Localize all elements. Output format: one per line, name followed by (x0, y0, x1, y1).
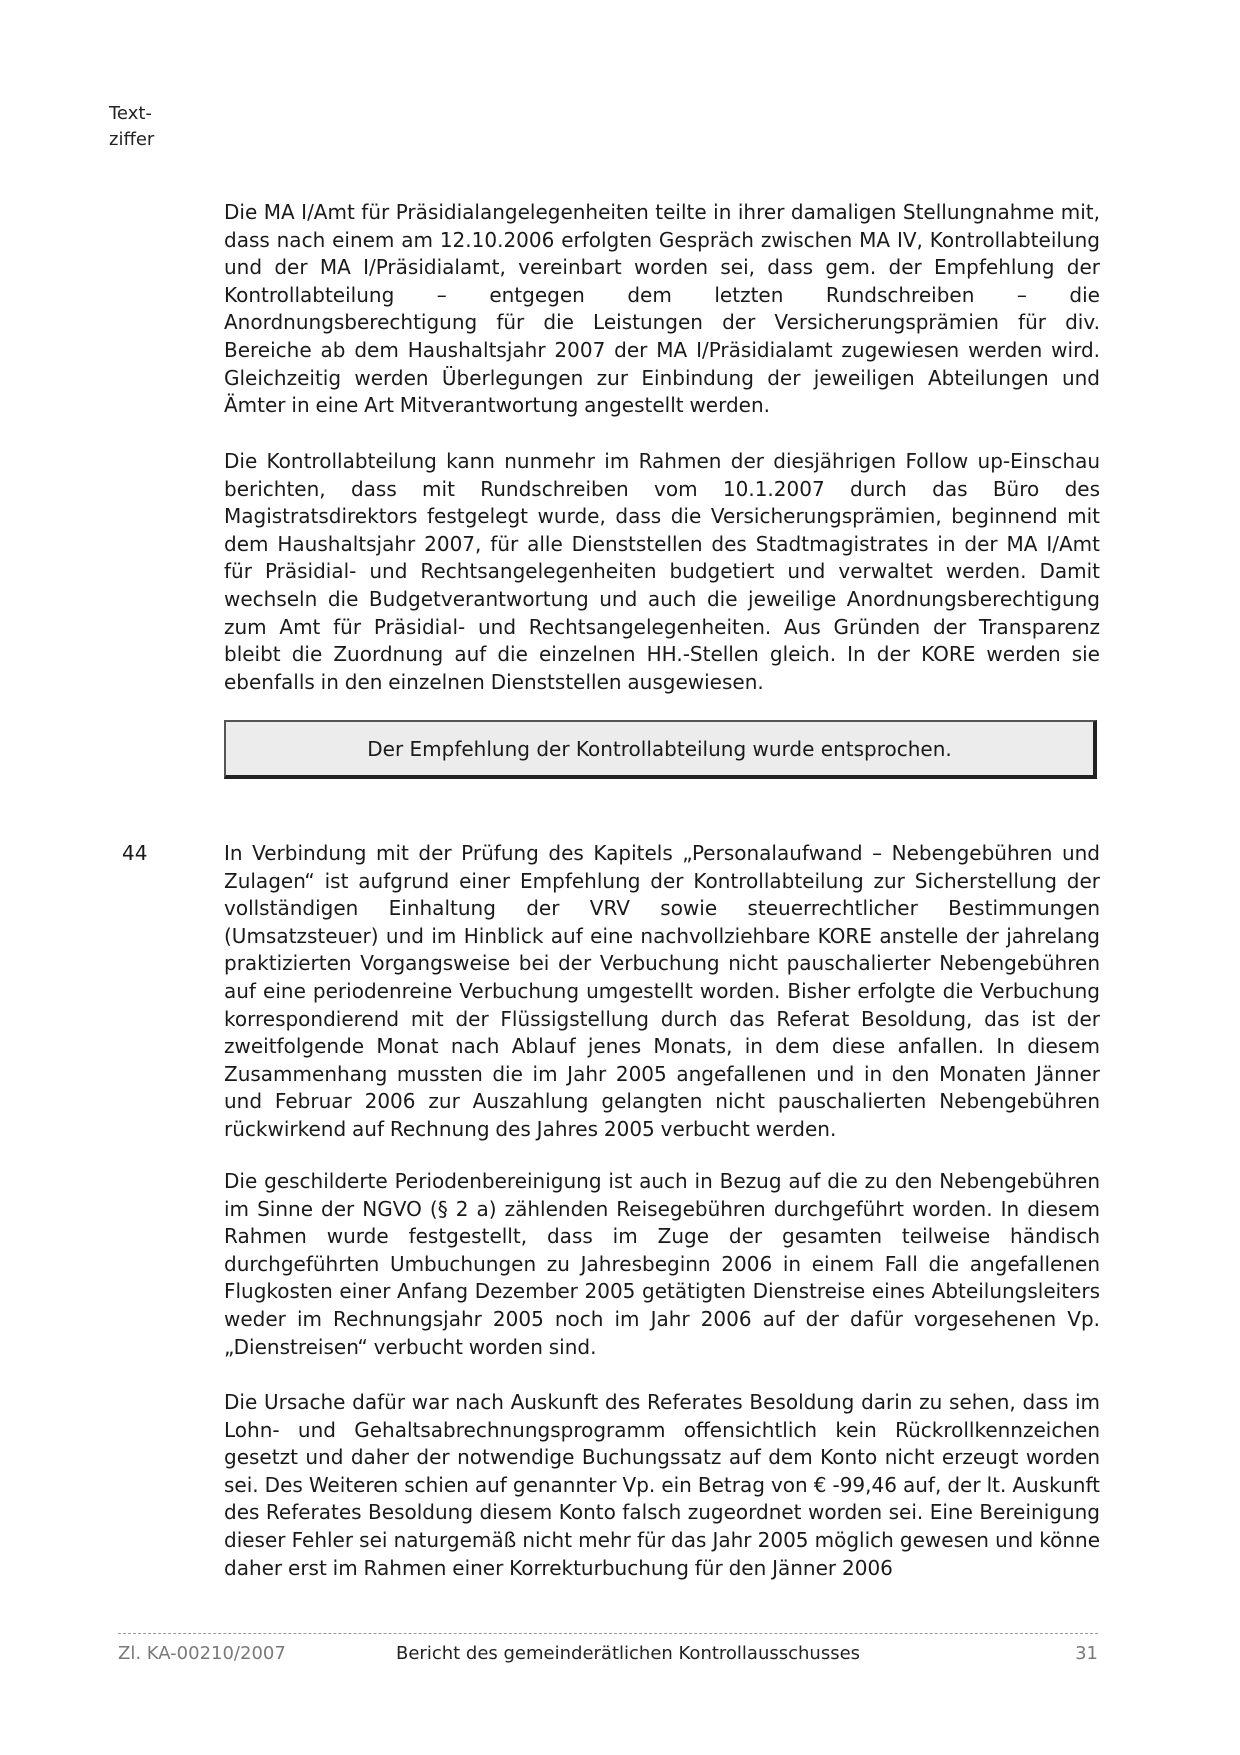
margin-label-line2: ziffer (109, 129, 155, 150)
footer-title: Bericht des gemeinderätlichen Kontrollausschusses (396, 1643, 861, 1664)
footer-divider (118, 1633, 1098, 1634)
margin-label-line1: Text- (109, 103, 152, 124)
recommendation-text: Der Empfehlung der Kontrollabteilung wurde entsprochen. (367, 736, 952, 761)
paragraph-periodenbereinigung: Die geschilderte Periodenbereinigung ist auch in Bezug auf die zu den Nebengebühren im Sinne der NGVO (§ 2 a) zählenden Reisegebühren durchgeführt worden. In diesem Rahmen wurde festgestellt, dass im Zuge der gesamten teilweise händisch durchgeführten Umbuchungen zu Jahresbeginn 2006 in einem Fall die angefallenen Flugkosten einer Anfang Dezember 2005 getätigten Dienstreise eines Abteilungsleiters weder im Rechnungsjahr 2005 noch im Jahr 2006 auf der dafür vorgesehenen Vp. „Dienstreisen“ verbucht worden sind. (224, 1169, 1100, 1359)
margin-label-textziffer (109, 101, 154, 153)
section-number: 44 (122, 841, 148, 865)
paragraph-statement: Die MA I/Amt für Präsidialangelegenheiten teilte in ihrer damaligen Stellungnahme mit, dass nach einem am 12.10.2006 erfolgten Gespräch zwischen MA IV, Kontrollabteilung und der MA I/Präsidialamt, vereinbart worden sei, dass gem. der Empfehlung der Kontrollabteilung – entgegen dem letzten Rundschreiben – die Anordnungsberechtigung für die Leistungen der Versicherungsprämien für div. Bereiche ab dem Haushaltsjahr 2007 der MA I/Präsidialamt zugewiesen werden wird. Gleichzeitig werden Überlegungen zur Einbindung der jeweiligen Abteilungen und Ämter in eine Art Mitverantwortung angestellt werden. (224, 200, 1100, 418)
paragraph-ursache: Die Ursache dafür war nach Auskunft des Referates Besoldung darin zu sehen, dass im Lohn- und Gehaltsabrechnungsprogramm offensichtlich kein Rückrollkennzeichen gesetzt und daher der notwendige Buchungssatz auf dem Konto nicht erzeugt worden sei. Des Weiteren schien auf genannter Vp. ein Betrag von € -99,46 auf, der lt. Auskunft des Referates Besoldung diesem Konto falsch zugeordnet worden sei. Eine Bereinigung dieser Fehler sei naturgemäß nicht mehr für das Jahr 2005 möglich gewesen und könne daher erst im Rahmen einer Korrekturbuchung für den Jänner 2006 (224, 1390, 1100, 1580)
paragraph-follow-up: Die Kontrollabteilung kann nunmehr im Rahmen der diesjährigen Follow up-Einschau berichten, dass mit Rundschreiben vom 10.1.2007 durch das Büro des Magistratsdirektors festgelegt wurde, dass die Versicherungsprämien, beginnend mit dem Haushaltsjahr 2007, für alle Dienststellen des Stadtmagistrates in der MA I/Amt für Präsidial- und Rechtsangelegenheiten budgetiert und verwaltet werden. Damit wechseln die Budgetverantwortung und auch die jeweilige Anordnungsberechtigung zum Amt für Präsidial- und Rechtsangelegenheiten. Aus Gründen der Transparenz bleibt die Zuordnung auf die einzelnen HH.-Stellen gleich. In der KORE werden sie ebenfalls in den einzelnen Dienststellen ausgewiesen. (224, 449, 1100, 694)
footer-reference: Zl. KA-00210/2007 (118, 1643, 286, 1664)
recommendation-box (224, 720, 1097, 779)
page-number: 31 (1075, 1643, 1098, 1664)
paragraph-personalaufwand: In Verbindung mit der Prüfung des Kapitels „Personalaufwand – Nebengebühren und Zulagen“ ist aufgrund einer Empfehlung der Kontrollabteilung zur Sicherstellung der vollständigen Einhaltung der VRV sowie steuerrechtlicher Bestimmungen (Umsatzsteuer) und im Hinblick auf eine nachvollziehbare KORE anstelle der jahrelang praktizierten Vorgangsweise bei der Verbuchung nicht pauschalierter Nebengebühren auf eine periodenreine Verbuchung umgestellt worden. Bisher erfolgte die Verbuchung korrespondierend mit der Flüssigstellung durch das Referat Besoldung, das ist der zweitfolgende Monat nach Ablauf jenes Monats, in dem diese anfallen. In diesem Zusammenhang mussten die im Jahr 2005 angefallenen und in den Monaten Jänner und Februar 2006 zur Auszahlung gelangten nicht pauschalierten Nebengebühren rückwirkend auf Rechnung des Jahres 2005 verbucht werden. (224, 841, 1100, 1141)
page-footer (118, 1641, 1098, 1667)
